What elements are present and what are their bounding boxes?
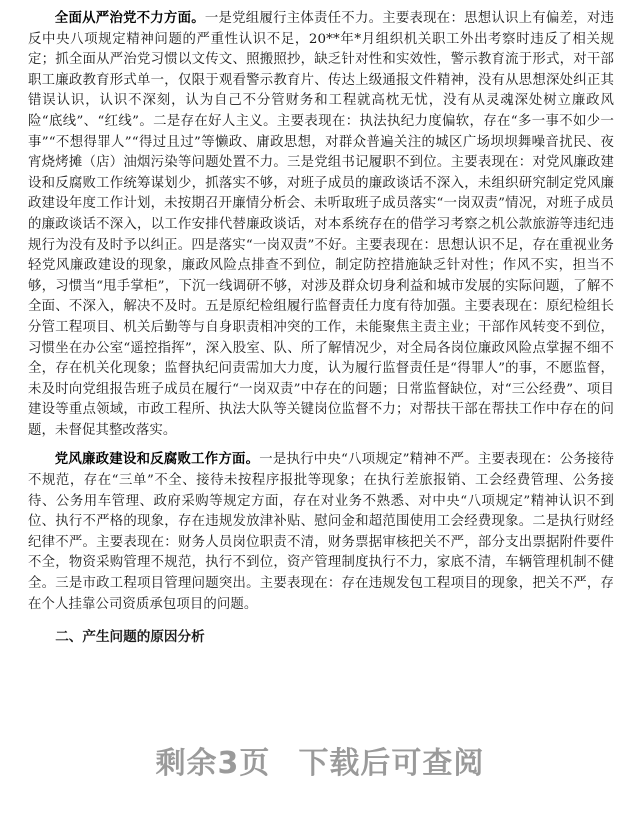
remaining-pages-text: 剩余3页 [155,746,271,781]
paragraph-anti-corruption [28,449,614,615]
paragraph-body: 一是党组履行主体责任不力。主要表现在：思想认识上有偏差，对违反中央八项规定精神问题的严重性认识不足，20**年*月组织机关职工外出考察时违反了相关规定；抓全面从严治党习惯以文传文、照搬照抄，缺乏针对性和实效性，警示教育流于形式，对干部职工廉政教育形式单一，仅限于观看警示教育片、传达上级通报文件精神，没有从思想深处纠正其错误认识，认识不深刻，认为自己不分管财务和工程就高枕无忧，没有从灵魂深处树立廉政风险“底线”、“红线”。二是存在好人主义。主要表现在：执法执纪力度偏软，存在“多一事不如少一事”“不想得罪人”“得过且过”等懒政、庸政思想，对群众普遍关注的城区广场坝坝舞噪音扰民、夜宵烧烤摊（店）油烟污染等问题处置不力。三是党组书记履职不到位。主要表现在：对党风廉政建设和反腐败工作统筹谋划少，抓落实不够，对班子成员的廉政谈话不深入，未组织研究制定党风廉政建设年度工作计划，未按期召开廉情分析会、未听取班子成员落实“一岗双责”情况，对班子成员的廉政谈话不深入，以工作安排代替廉政谈话，对本系统存在的借学习考察之机公款旅游等违纪违规行为没有及时予以纠正。四是落实“一岗双责”不好。主要表现在：思想认识不足，存在重视业务轻党风廉政建设的现象，廉政风险点排查不到位，制定防控措施缺乏针对性；作风不实，担当不够，习惯当“甩手掌柜”，下沉一线调研不够，对涉及群众切身利益和城市发展的实际问题，了解不全面、不深入，解决不及时。五是原纪检组履行监督责任力度有待加强。主要表现在：原纪检组长分管工程项目、机关后勤等与自身职责相冲突的工作，未能聚焦主责主业；干部作风转变不到位，习惯坐在办公室“遥控指挥”，深入股室、队、所了解情况少，对全局各岗位廉政风险点掌握不细不全，存在机关化现象；监督执纪问责需加大力度，认为履行监督责任是“得罪人”的事，不愿监督，未及时向党组报告班子成员在履行“一岗双责”中存在的问题；日常监督缺位，对“三公经费”、项目建设等重点领域，市政工程所、执法大队等关键岗位监督不力；对帮扶干部在帮扶工作中存在的问题，未督促其整改落实。 [28,11,614,438]
paragraph-lead: 全面从严治党不力方面。 [54,10,205,26]
download-to-read-text: 下载后可查阅 [298,746,485,781]
section-heading: 二、产生问题的原因分析 [55,629,205,646]
paragraph-lead: 党风廉政建设和反腐败工作方面。 [54,451,260,468]
paragraph-body: 一是执行中央“八项规定”精神不严。主要表现在：公务接待不规范，存在“三单”不全、接待未按程序报批等现象；在执行差旅报销、工会经费管理、公务接待、公务用车管理、政府采购等规定方面，存在对业务不熟悉、对中央“八项规定”精神认识不到位、执行不严格的现象，存在违规发放津补贴、慰问金和超范围使用工会经费现象。二是执行财经纪律不严。主要表现在：财务人员岗位职责不清，财务票据审核把关不严，部分支出票据附件要件不全，物资采购管理不规范，执行不到位，资产管理制度执行不力，家底不清，车辆管理机制不健全。三是市政工程项目管理问题突出。主要表现在：存在违规发包工程项目的现象，把关不严，存在个人挂靠公司资质承包项目的问题。 [28,452,615,612]
download-prompt-overlay[interactable] [0,738,640,782]
paragraph-party-governance [28,8,614,441]
